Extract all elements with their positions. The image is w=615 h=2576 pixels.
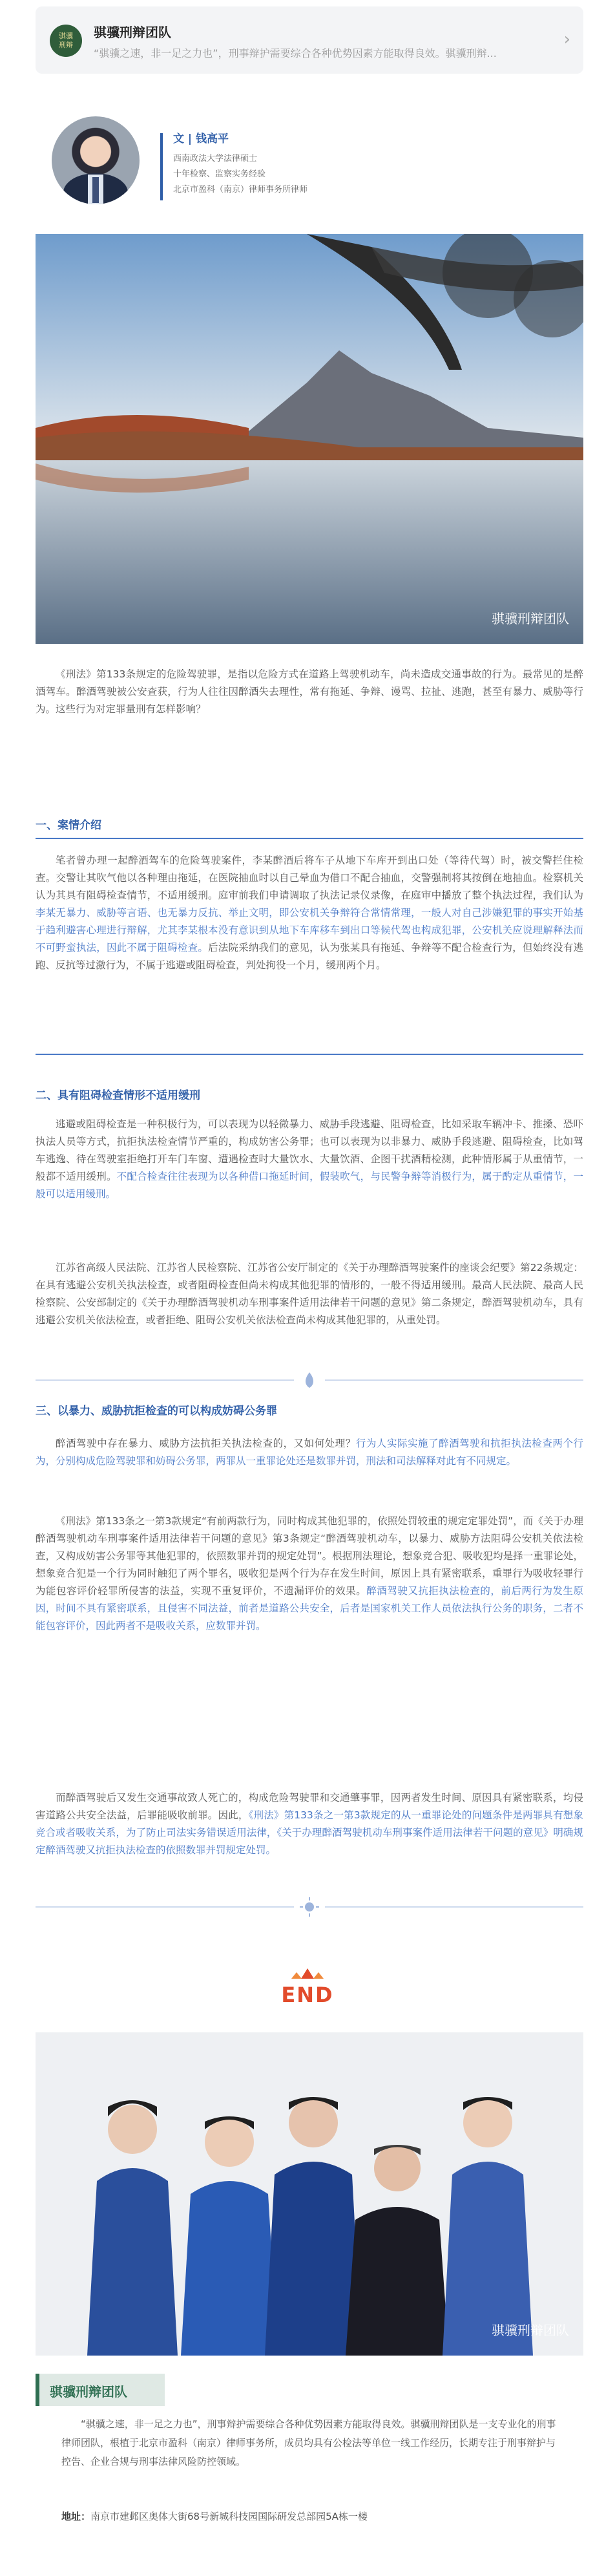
team-tag-bar <box>36 2374 39 2406</box>
section-3-paragraph-2: 《刑法》第133条之一第3款规定“有前两款行为，同时构成其他犯罪的，依照处罚较重的规定定罪处罚”，而《关于办理醉酒驾驶机动车刑事案件适用法律若干问题的意见》第3条规定“醉酒驾驶机动车，以暴力、威胁方法阻碍公安机关依法检查，又构成妨害公务罪等其他犯罪的，依照数罪并罚的规定处罚”。根据刑法理论，想象竞合犯、吸收犯均是择一重罪论处，想象竞合犯是一个行为同时触犯了两个罪名，吸收犯是两个行为存在发生时间，原因上具有紧密联系，重罪行为吸收轻罪行为能包容评价轻罪所侵害的法益，实现不重复评价，不遗漏评价的效果。醉酒驾驶又抗拒执法检查的，前后两行为发生原因，时间不具有紧密联系，且侵害不同法益，前者是道路公共安全，后者是国家机关工作人员依法执行公务的职务，二者不能包容评价，因此两者不是吸收关系，应数罪并罚。 <box>36 1515 583 1632</box>
photo-watermark: 骐骥刑辩团队 <box>492 611 569 626</box>
author-byline: 文 | 钱高平 <box>173 133 229 145</box>
account-name: 骐骥刑辩团队 <box>94 25 171 40</box>
account-card[interactable] <box>36 6 583 74</box>
intro-paragraph: 《刑法》第133条规定的危险驾驶罪，是指以危险方式在道路上驾驶机动车，尚未造成交通事故的行为。最常见的是醉酒驾车。醉酒驾驶被公安查获，行为人往往因醉酒失去理性，常有拖延、争辩、谩骂、拉扯、逃跑，甚至有暴力、威胁等行为。这些行为对定罪量刑有怎样影响？ <box>36 668 583 715</box>
section-3-paragraph-3: 而醉酒驾驶后又发生交通事故致人死亡的，构成危险驾驶罪和交通肇事罪，因两者发生时间、原因具有紧密联系，均侵害道路公共安全法益，后罪能吸收前罪。因此，《刑法》第133条之一第3款规定的从一重罪论处的问题条件是两罪具有想象竞合或者吸收关系，为了防止司法实务错误适用法律，《关于办理醉酒驾驶机动车刑事案件适用法律若干问题的意见》明确规定醉酒驾驶又抗拒执法检查的依照数罪并罚规定处罚。 <box>36 1792 583 1856</box>
account-desc: “骐骥之速，非一足之力也”，刑事辩护需要综合各种优势因素方能取得良效。骐骥刑辩... <box>94 47 497 59</box>
section-1-end-rule <box>36 1054 583 1055</box>
author-block <box>52 116 556 207</box>
team-photo-watermark: 骐骥刑辩团队 <box>492 2323 569 2338</box>
ornament-divider <box>36 1370 583 1390</box>
end-label: END <box>281 1983 334 2007</box>
section-1-paragraph: 笔者曾办理一起醉酒驾车的危险驾驶案件，李某醉酒后将车子从地下车库开到出口处（等待代驾）时，被交警拦住检查。交警让其吹气他以各种理由拖延，在医院抽血时以自己晕血为借口不配合抽血，交警强制将其按倒在地抽血。检察机关认为其具有阻碍检查情节，不适用缓刑。庭审前我们申请调取了执法记录仪录像，在庭审中播放了整个执法过程，我们认为李某无暴力、威胁等言语、也无暴力反抗、举止文明，即公安机关争辩符合常情常理，一般人对自己涉嫌犯罪的事实开始基于趋利避害心理进行辩解，尤其李某根本没有意识到从地下车库移车到出口等候代驾也构成犯罪，公安机关应说理解释法而不可野蛮执法，因此不属于阻碍检查。后法院采纳我们的意见，认为张某具有拖延、争辩等不配合检查行为，但始终没有逃跑、反抗等过激行为，不属于逃避或阻碍检查，判处拘役一个月，缓刑两个月。 <box>36 855 583 971</box>
team-photo <box>36 2032 583 2356</box>
sun-divider <box>36 1897 583 1917</box>
team-tag-label: 骐骥刑辩团队 <box>50 2384 127 2400</box>
section-1-rule <box>36 838 583 839</box>
team-intro-card <box>36 2374 583 2574</box>
team-address: 地址：南京市建邺区奥体大街68号新城科技园国际研发总部园5A栋一楼 <box>61 2511 368 2522</box>
end-marker <box>256 1967 359 2012</box>
section-2-paragraph-1: 逃避或阻碍检查是一种积极行为，可以表现为以轻微暴力、威胁手段逃避、阻碍检查，比如采取车辆冲卡、推搡、恐吓执法人员等方式，抗拒执法检查情节严重的，构成妨害公务罪；也可以表现为以非暴力、威胁手段逃避、阻碍检查，比如驾车逃逸、待在驾驶室拒绝打开车门车窗、遭遇检查时大量饮水、大量饮酒、企图干扰酒精检测，此种情形属于从重情节，一般都不适用缓刑。不配合检查往往表现为以各种借口拖延时间，假装吹气，与民警争辩等消极行为，属于酌定从重情节，一般可以适用缓刑。 <box>36 1118 583 1200</box>
section-2-paragraph-2: 江苏省高级人民法院、江苏省人民检察院、江苏省公安厅制定的《关于办理醉酒驾驶案件的座谈会纪要》第22条规定：在具有逃避公安机关执法检查，或者阻碍检查但尚未构成其他犯罪的情形的，一般不得适用缓刑。最高人民法院、最高人民检察院、公安部制定的《关于办理醉酒驾驶机动车刑事案件适用法律若干问题的意见》第二条规定，醉酒驾驶机动车，具有逃避公安机关依法检查，或者拒绝、阻碍公安机关依法检查尚未构成其他犯罪的，从重处罚。 <box>36 1262 583 1326</box>
section-3-paragraph-1: 醉酒驾驶中存在暴力、威胁方法抗拒关执法检查的，又如何处理？行为人实际实施了醉酒驾驶和抗拒执法检查两个行为，分别构成危险驾驶罪和妨碍公务罪，两罪从一重罪论处还是数罪并罚，刑法和司法解释对此有不同规定。 <box>36 1438 583 1467</box>
section-2-title: 二、具有阻碍检查情形不适用缓刑 <box>36 1089 200 1102</box>
team-intro-text: “骐骥之速，非一足之力也”，刑事辩护需要综合各种优势因素方能取得良效。骐骥刑辩团队是一支专业化的刑事律师团队，根植于北京市盈科（南京）律师事务所，成员均具有公检法等单位一线工作经历，长期专注于刑事辩护与控告、企业合规与刑事法律风险防控领域。 <box>61 2418 556 2467</box>
section-1-title: 一、案情介绍 <box>36 819 101 832</box>
author-divider <box>160 133 163 200</box>
account-logo: 骐骥 刑辩 <box>50 25 82 57</box>
section-3-title: 三、以暴力、威胁抗拒检查的可以构成妨碍公务罪 <box>36 1405 277 1418</box>
lake-photo <box>36 234 583 644</box>
chevron-right-icon: › <box>563 30 570 49</box>
author-avatar <box>52 116 140 204</box>
author-credential-1: 西南政法大学法律硕士 <box>173 154 258 164</box>
author-credential-3: 北京市盈科（南京）律师事务所律师 <box>173 185 308 195</box>
author-credential-2: 十年检察、监察实务经验 <box>173 169 266 179</box>
